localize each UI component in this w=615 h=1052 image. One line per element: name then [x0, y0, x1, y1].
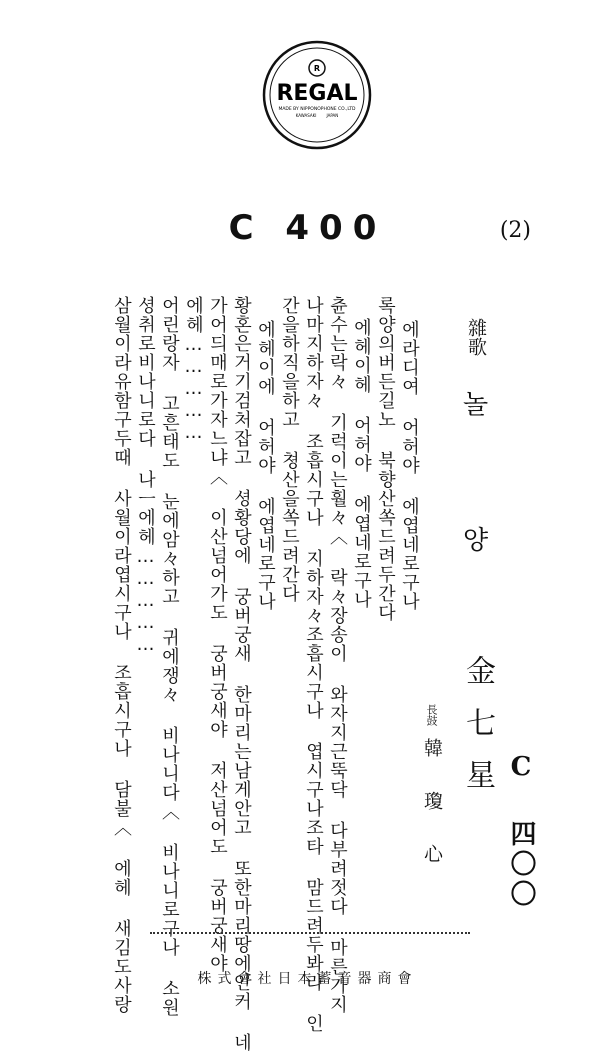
singer-name: 金七星: [460, 655, 495, 811]
catalog-number-vertical: C 四〇〇: [506, 752, 536, 910]
lyric-line: 간을하직을하고 쳥산을쏙드려간다: [279, 296, 300, 603]
lyric-line: 에헤……………: [183, 296, 204, 444]
lyric-line: 록양의버든길노 북향산쏙드려두간다: [375, 296, 396, 622]
label-brand: REGAL: [276, 81, 358, 106]
genre-label: 雜歌: [465, 318, 487, 356]
label-place: KAWASAKI JAPAN: [295, 113, 339, 118]
accompaniment-role: 長鼓: [425, 704, 438, 726]
lyric-line: 에헤이에 어허야 에엽네로구나: [255, 320, 276, 611]
lyric-line: 에헤이헤 어허야 에엽네로구나: [351, 318, 372, 609]
lyric-line: 삼월이라유함구두때 사월이라엽시구나 조흡시구나 담불〈 에헤 새김도사랑: [111, 296, 132, 1014]
lyric-line: 셩취로비나니로다 나ㅡ에헤……………: [135, 296, 156, 656]
lyric-line: 츈수는락々 기럭이는훨々〈 락々장송이 와자지근뚝닥 다부려젓다 마른가지: [327, 296, 348, 1014]
svg-text:R: R: [313, 64, 321, 73]
dotted-divider: [150, 932, 470, 934]
catalog-number: C 400: [228, 208, 387, 248]
publisher-footer: 株式會社日本蓄音器商會: [197, 971, 418, 987]
label-maker: MADE BY NIPPONOPHONE CO.,LTD: [278, 107, 356, 112]
lyric-line: 가어듸매로가자느냐〈 이산넘어가도 궁버궁새야 저산넘어도 궁버궁새야: [207, 296, 228, 973]
page-number: (2): [499, 218, 531, 243]
lyric-line: 황혼은거기검처잡고 셩황당에 궁버궁새 한마리는남게안고 또한마리땅에안커 네: [231, 296, 252, 1052]
song-title: 놀 양: [458, 390, 488, 592]
lyric-line: 에라디여 어허야 에엽네로구나: [399, 320, 420, 611]
lyric-line: 나마지하자々 조흡시구나 지하자々조흡시구나 엽시구나조타 맘드려두봐라 인: [303, 296, 324, 1033]
accompanist-name: 韓 瓊 心: [421, 738, 443, 869]
lyric-line: 어린랑자 고흔태도 눈에암々하고 귀에쟁々 비나니다〈 비나니로구나 소원: [159, 296, 180, 1017]
regal-record-label: [262, 40, 372, 150]
